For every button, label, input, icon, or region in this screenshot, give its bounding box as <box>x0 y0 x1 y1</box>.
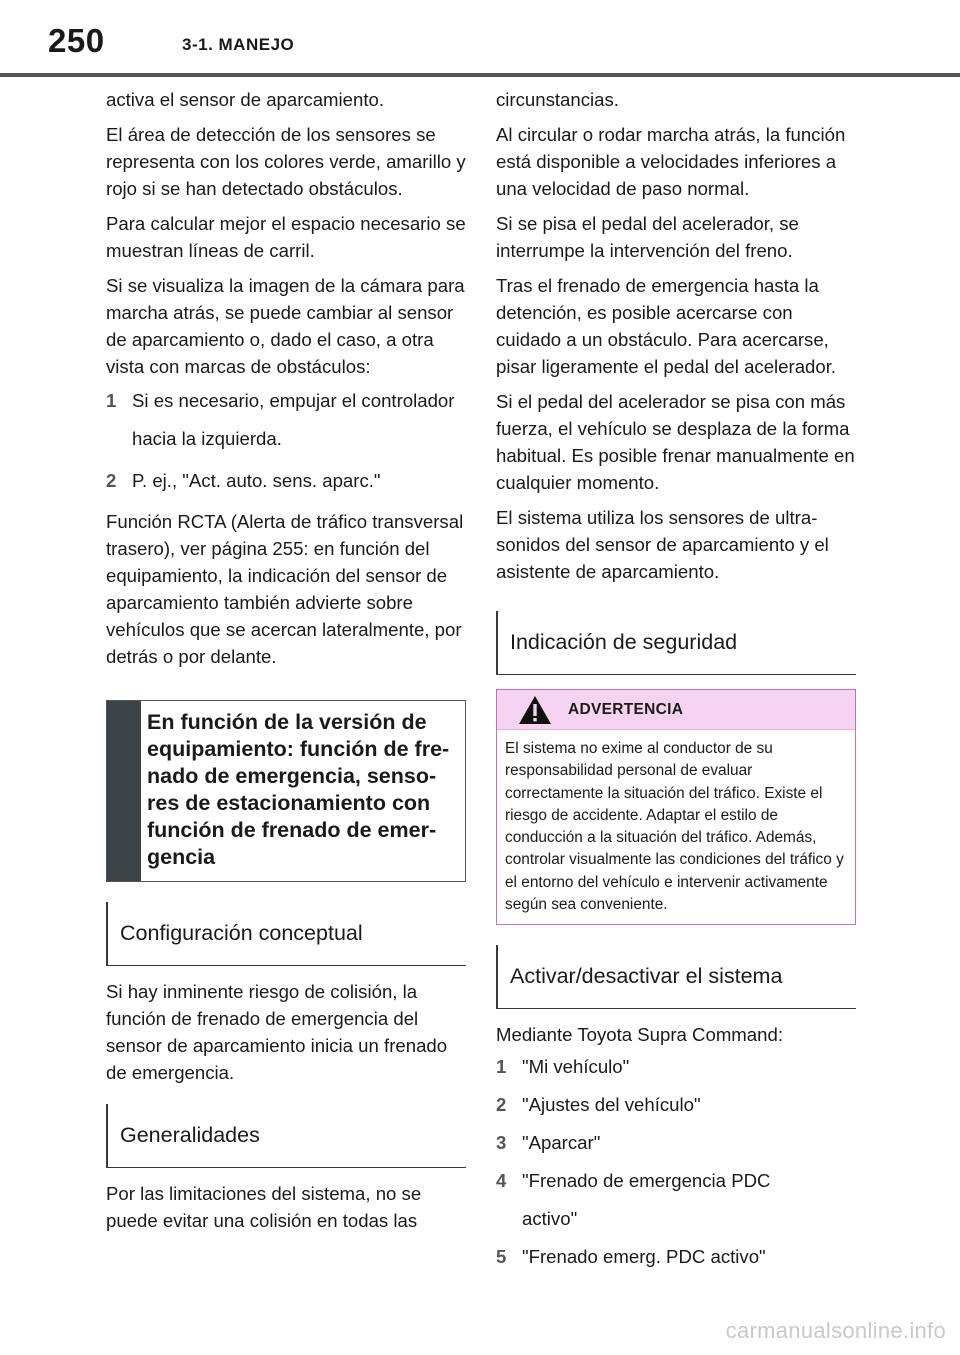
paragraph: Si el pedal del acelerador se pisa con más fuerza, el vehículo se desplaza de la forma habitual. Es posible frenar manualmente en cualquier momento. <box>496 391 855 493</box>
step-text: "Ajustes del vehículo" <box>522 1094 701 1116</box>
topic-box <box>106 700 466 882</box>
paragraph: Por las limitaciones del sistema, no se puede evitar una colisión en todas las <box>106 1183 422 1231</box>
step-text: "Mi vehículo" <box>522 1056 630 1078</box>
step-item <box>496 1238 856 1276</box>
step-number: 2 <box>496 1094 507 1116</box>
step-text: Si es necesario, empujar el controlador hacia la izquierda. <box>132 390 455 449</box>
warning-box <box>496 689 856 925</box>
step-number: 5 <box>496 1246 507 1268</box>
step-item <box>106 382 466 458</box>
paragraph: El área de detección de los sensores se representa con los colores verde, amarillo y rojo si se han detectado obstáculos. <box>106 124 466 199</box>
step-number: 4 <box>496 1170 507 1192</box>
header-rule <box>0 73 960 77</box>
warning-title: ADVERTENCIA <box>568 701 684 718</box>
paragraph: Mediante Toyota Supra Command: <box>496 1024 783 1046</box>
paragraph: Si se visualiza la imagen de la cámara para marcha atrás, se puede cambiar al sensor de aparcamiento o, dado el caso, a otra vista con marcas de obstáculos: <box>106 275 465 377</box>
step-number: 3 <box>496 1132 507 1154</box>
step-number: 1 <box>106 390 117 411</box>
right-column <box>496 86 856 1276</box>
left-column <box>106 86 466 1242</box>
paragraph: Tras el frenado de emergencia hasta la detención, es posible acercarse con cuidado a un obstáculo. Para acercarse, pisar ligeramente el pedal del acelerador. <box>496 275 837 377</box>
section-label: 3-1. MANEJO <box>182 35 295 54</box>
paragraph: Al circular o rodar marcha atrás, la función está disponible a velocidades inferiores a una velocidad de paso normal. <box>496 124 846 199</box>
paragraph: activa el sensor de aparcamiento. <box>106 89 385 110</box>
page-number: 250 <box>48 22 105 59</box>
step-item <box>106 462 466 500</box>
subheading: Activar/desactivar el sistema <box>496 945 856 1009</box>
warning-text: El sistema no exime al conductor de su responsabilidad personal de evaluar correctamente la situación del tráfico. Existe el riesgo de accidente. Adaptar el estilo de conducción a la situación del tráfico. Además, controlar visualmente las condiciones del tráfico y el entorno del vehículo e intervenir activamente según sea conveniente. <box>505 740 844 914</box>
step-item <box>496 1162 856 1238</box>
step-text: P. ej., "Act. auto. sens. aparc." <box>132 470 381 491</box>
subheading: Indicación de seguridad <box>496 611 856 675</box>
step-number: 1 <box>496 1056 507 1078</box>
paragraph: Función RCTA (Alerta de tráfico transversal trasero), ver página 255: en función del equipamiento, la indicación del sensor de aparcamiento también advierte sobre vehículos que se acercan lateralmente, por detrás o por delante. <box>106 511 464 667</box>
warning-header <box>497 690 855 730</box>
paragraph: Para calcular mejor el espacio necesario se muestran líneas de carril. <box>106 213 466 261</box>
step-text: "Aparcar" <box>522 1132 601 1154</box>
topic-box-title: En función de la versión de equipamiento: función de frenado de emergencia, sensores de estacionamiento con función de frenado de emergencia <box>147 710 450 869</box>
paragraph: El sistema utiliza los sensores de ultrasonidos del sensor de aparcamiento y el asistente de aparcamiento. <box>496 507 829 582</box>
step-text: "Frenado emerg. PDC activo" <box>522 1246 766 1268</box>
paragraph: Si hay inminente riesgo de colisión, la función de frenado de emergencia del sensor de aparcamiento inicia un frenado de emergencia. <box>106 981 448 1083</box>
paragraph: Si se pisa el pedal del acelerador, se interrumpe la intervención del freno. <box>496 213 799 261</box>
step-item <box>496 1124 856 1162</box>
step-item <box>496 1086 856 1124</box>
subheading: Configuración conceptual <box>106 902 466 966</box>
page-header <box>0 0 960 78</box>
step-number: 2 <box>106 470 117 491</box>
warning-icon <box>518 695 552 725</box>
paragraph: circunstancias. <box>496 89 619 110</box>
step-item <box>496 1048 856 1086</box>
topic-box-bar <box>107 701 141 881</box>
subheading: Generalidades <box>106 1104 466 1168</box>
step-text: "Frenado de emergencia PDC activo" <box>522 1170 771 1230</box>
watermark: carmanualsonline.info <box>725 1318 946 1343</box>
